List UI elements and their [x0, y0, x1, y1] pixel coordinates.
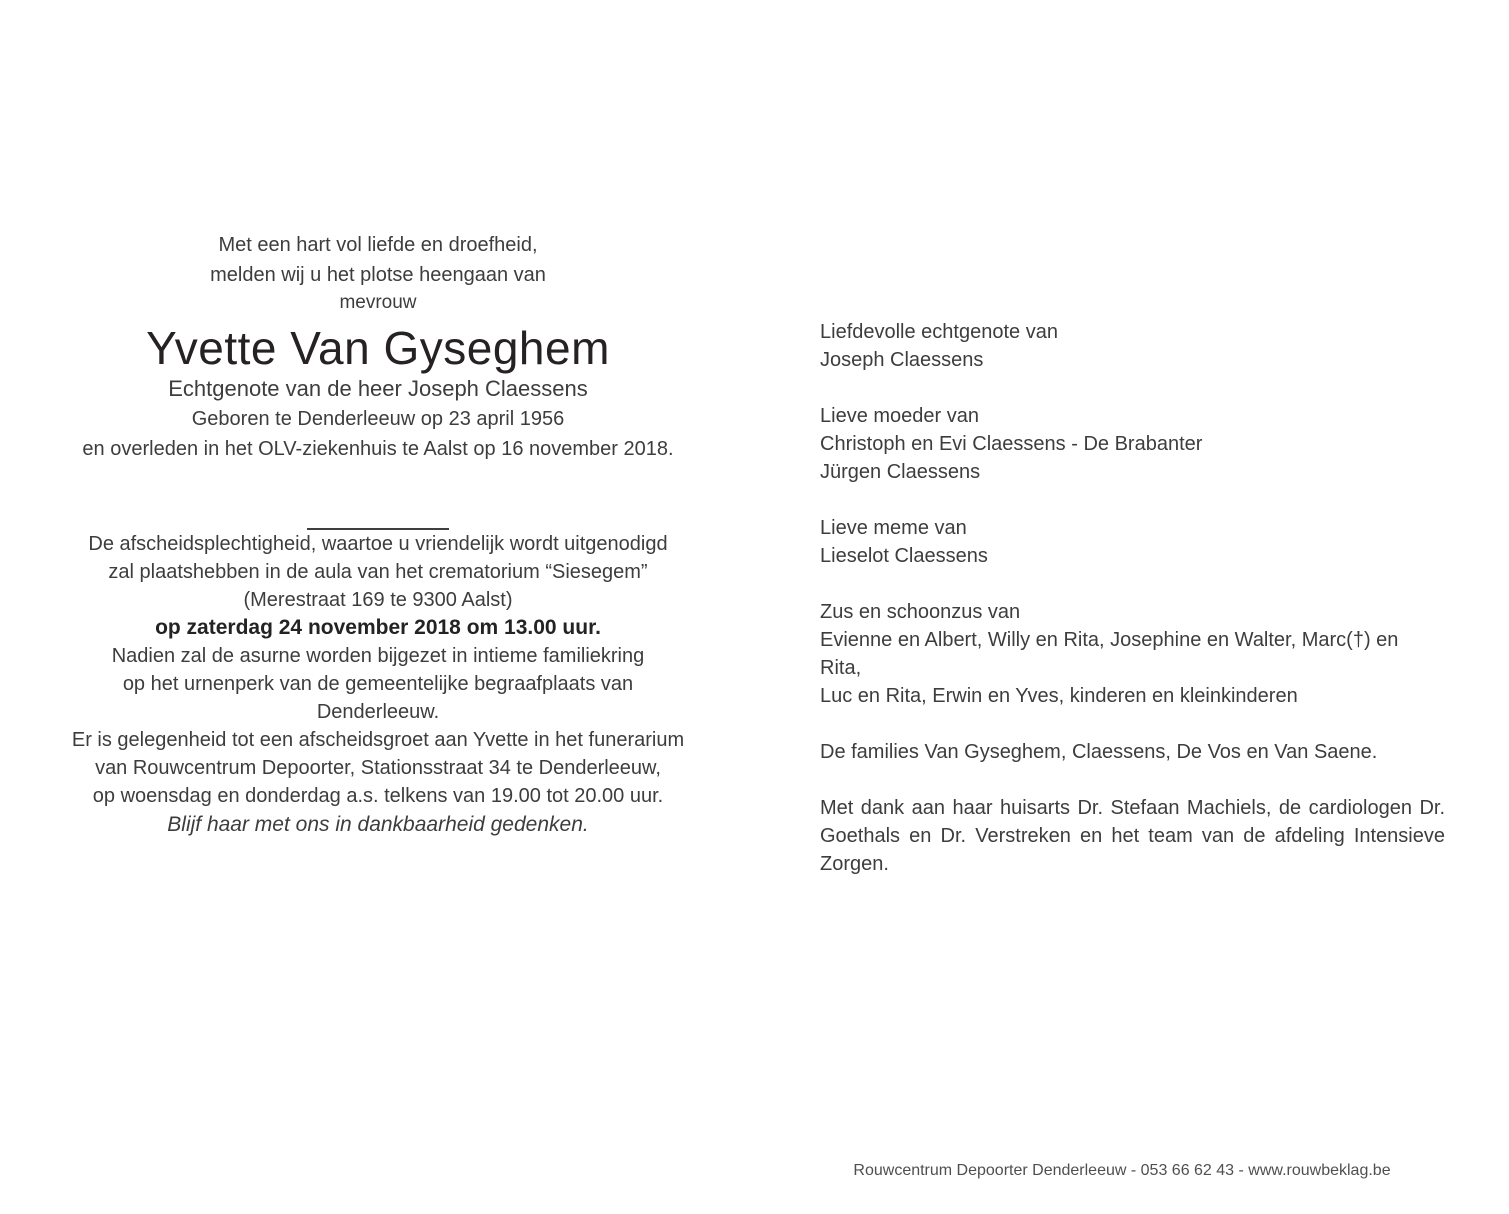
relation-line: Luc en Rita, Erwin en Yves, kinderen en kleinkinderen [820, 685, 1298, 707]
relation-line: Lieve moeder van [820, 405, 979, 427]
relation-line: Lieselot Claessens [820, 545, 988, 567]
left-column [62, 230, 694, 840]
relation-paragraph-families [820, 738, 1445, 766]
interment-paragraph [62, 642, 694, 726]
relation-line: Liefdevolle echtgenote van [820, 321, 1058, 343]
visitation-line: Er is gelegenheid tot een afscheidsgroet aan Yvette in het funerarium [71, 729, 685, 751]
intro-line: Met een hart vol liefde en droefheid, [218, 234, 538, 256]
ceremony-line: zal plaatshebben in de aula van het crematorium “Siesegem” [108, 561, 648, 583]
acknowledgement-paragraph: Met dank aan haar huisarts Dr. Stefaan Machiels, de cardiologen Dr. Goethals en Dr. Verstreken en het team van de afdeling Intensieve Zorgen. [820, 797, 1445, 875]
relation-line: Jürgen Claessens [820, 461, 981, 483]
right-column [820, 318, 1445, 878]
relation-paragraph-spouse [820, 318, 1445, 374]
ceremony-datetime: op zaterdag 24 november 2018 om 13.00 uur. [155, 616, 601, 639]
intro-paragraph [62, 230, 694, 290]
death-line: en overleden in het OLV-ziekenhuis te Aalst op 16 november 2018. [82, 438, 674, 460]
funeral-home-contact-line: Rouwcentrum Depoorter Denderleeuw - 053 66 62 43 - www.rouwbeklag.be [853, 1162, 1391, 1179]
interment-line: Nadien zal de asurne worden bijgezet in intieme familiekring [111, 645, 645, 667]
ceremony-line: De afscheidsplechtigheid, waartoe u vriendelijk wordt uitgenodigd [88, 533, 668, 555]
relation-line: Joseph Claessens [820, 349, 984, 371]
visitation-line: op woensdag en donderdag a.s. telkens van 19.00 tot 20.00 uur. [92, 785, 664, 807]
visitation-paragraph [62, 726, 694, 810]
relation-paragraph-grandchild [820, 514, 1445, 570]
relation-paragraph-children [820, 402, 1445, 486]
ceremony-line: (Merestraat 169 te 9300 Aalst) [243, 589, 513, 611]
spouse-line: Echtgenote van de heer Joseph Claessens [168, 376, 588, 401]
relation-line: Lieve meme van [820, 517, 967, 539]
interment-line: op het urnenperk van de gemeentelijke begraafplaats van Denderleeuw. [122, 673, 634, 723]
relation-line: Zus en schoonzus van [820, 601, 1021, 623]
relation-line: De families Van Gyseghem, Claessens, De Vos en Van Saene. [820, 741, 1378, 763]
ceremony-paragraph [62, 530, 694, 642]
footer [792, 1160, 1452, 1182]
deceased-name: Yvette Van Gyseghem [146, 322, 610, 374]
relation-line: Christoph en Evi Claessens - De Brabanter [820, 433, 1203, 455]
closing-line: Blijf haar met ons in dankbaarheid gedenken. [167, 813, 589, 836]
birth-line: Geboren te Denderleeuw op 23 april 1956 [191, 408, 565, 430]
relation-line: Evienne en Albert, Willy en Rita, Josephine en Walter, Marc(†) en Rita, [820, 629, 1399, 679]
honorific: mevrouw [339, 292, 417, 313]
relation-paragraph-siblings [820, 598, 1445, 710]
visitation-line: van Rouwcentrum Depoorter, Stationsstraat 34 te Denderleeuw, [95, 757, 661, 779]
life-dates-paragraph [62, 404, 694, 464]
intro-line: melden wij u het plotse heengaan van [210, 264, 546, 286]
